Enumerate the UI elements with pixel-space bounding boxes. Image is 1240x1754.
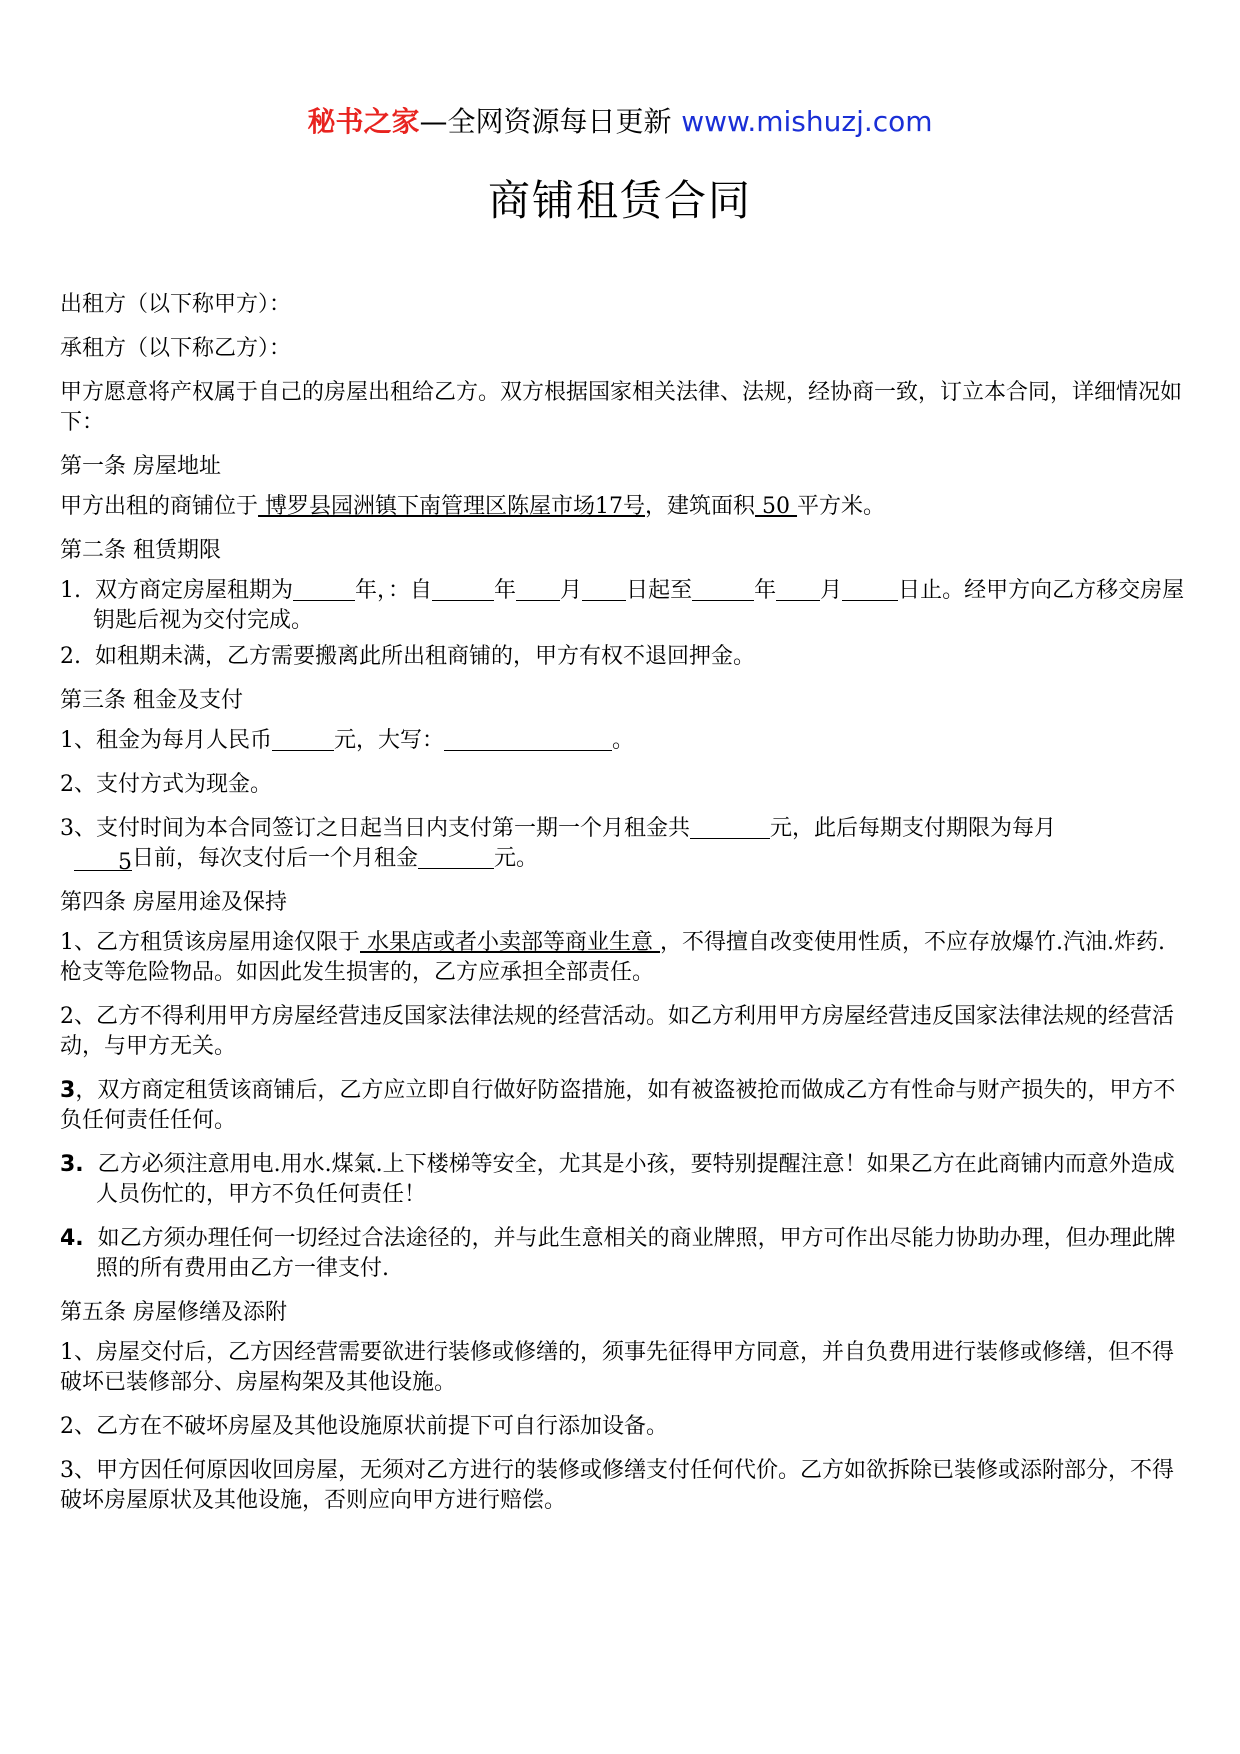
article-3-item-1 [60, 726, 1185, 756]
rent-text: 。 [612, 728, 635, 753]
article-2-item-1 [60, 576, 1185, 636]
term-text: 年，：自 [355, 578, 433, 603]
article-4-heading: 第四条 房屋用途及保持 [60, 890, 287, 915]
lessor-line: 出租方（以下称甲方）： [60, 292, 292, 317]
term-text: 月 [560, 578, 583, 603]
article-5-item-3: 3、甲方因任何原因收回房屋，无须对乙方进行的装修或修缮支付任何代价。乙方如欲拆除已装修或添附部分，不得破坏房屋原状及其他设施，否则应向甲方进行赔偿。 [60, 1458, 1175, 1513]
address-prefix: 甲方出租的商铺位于 [60, 494, 259, 519]
address-value: 博罗县园洲镇下南管理区陈屋市场17号 [258, 494, 646, 519]
area-value: 50 [755, 494, 798, 519]
item-number: 3 [60, 1078, 76, 1103]
use-text: ，不得擅自改变使用性质，不应存放爆竹.汽油.炸药.枪支等危险物品。如因此发生损害的，乙方应承担全部责任。 [60, 930, 1165, 985]
article-1-address [60, 492, 1185, 522]
theft-clause: ，双方商定租赁该商铺后，乙方应立即自行做好防盗措施，如有被盗被抢而做成乙方有性命与财产损失的，甲方不负任何责任任何。 [60, 1078, 1176, 1133]
safety-clause: 乙方必须注意用电.用水.煤氣.上下楼梯等安全，尤其是小孩，要特别提醒注意！如果乙方在此商铺内而意外造成人员伤忙的，甲方不负任何责任！ [96, 1152, 1175, 1207]
payment-text: 元。 [494, 846, 539, 871]
area-prefix: ，建筑面积 [645, 494, 756, 519]
payment-day-value: 5 [74, 848, 132, 871]
article-5-item-2: 2、乙方在不破坏房屋及其他设施原状前提下可自行添加设备。 [60, 1414, 668, 1439]
article-2-heading: 第二条 租赁期限 [60, 538, 221, 563]
item-number: 3. [60, 1152, 84, 1177]
brand-name: 秘书之家 [307, 105, 420, 138]
end-year-blank [692, 578, 754, 601]
end-month-blank [776, 578, 820, 601]
term-text: 月 [820, 578, 843, 603]
article-4-item-1 [60, 928, 1185, 988]
article-2-item-2 [60, 642, 1185, 672]
item-number: 2. [60, 644, 81, 669]
article-4-item-3 [60, 1076, 1185, 1136]
rent-amount-blank [272, 728, 334, 751]
article-4-item-2: 2、乙方不得利用甲方房屋经营违反国家法律法规的经营活动。如乙方利用甲方房屋经营违反国家法律法规的经营活动，与甲方无关。 [60, 1004, 1175, 1059]
use-value: 水果店或者小卖部等商业生意 [360, 930, 660, 955]
start-month-blank [516, 578, 560, 601]
term-text: 日起至 [626, 578, 693, 603]
contract-body [60, 290, 1185, 1530]
deposit-clause: 如租期未满，乙方需要搬离此所出租商铺的，甲方有权不退回押金。 [95, 644, 756, 669]
banner-slogan: —全网资源每日更新 [419, 105, 672, 138]
term-text: 年 [494, 578, 517, 603]
item-number: 1. [60, 578, 81, 603]
document-title: 商铺租赁合同 [487, 176, 752, 225]
article-5-item-1: 1、房屋交付后，乙方因经营需要欲进行装修或修缮的，须事先征得甲方同意，并自负费用进行装修或修缮，但不得破坏已装修部分、房屋构架及其他设施。 [60, 1340, 1175, 1395]
item-number: 4. [60, 1226, 84, 1251]
payment-text: 日前，每次支付后一个月租金 [132, 846, 419, 871]
article-3-item-2: 2、支付方式为现金。 [60, 772, 272, 797]
rent-text: 元，大写： [334, 728, 445, 753]
use-text: 1、乙方租赁该房屋用途仅限于 [60, 930, 360, 955]
term-text: 日止。经甲方向乙方移交房屋钥匙后视为交付完成。 [93, 578, 1185, 633]
payment-text: 3、支付时间为本合同签订之日起当日内支付第一期一个月租金共 [60, 816, 690, 841]
article-3-heading: 第三条 租金及支付 [60, 688, 243, 713]
end-day-blank [842, 578, 898, 601]
article-4-item-4 [60, 1150, 1185, 1210]
license-clause: 如乙方须办理任何一切经过合法途径的，并与此生意相关的商业牌照，甲方可作出尽能力协助办理，但办理此牌照的所有费用由乙方一律支付. [96, 1226, 1176, 1281]
article-1-heading: 第一条 房屋地址 [60, 454, 221, 479]
rent-text: 1、租金为每月人民币 [60, 728, 272, 753]
intro-paragraph: 甲方愿意将产权属于自己的房屋出租给乙方。双方根据国家相关法律、法规，经协商一致，订立本合同，详细情况如下： [60, 380, 1183, 435]
site-banner [0, 100, 1240, 140]
area-suffix: 平方米。 [797, 494, 886, 519]
monthly-rent-blank [418, 846, 494, 869]
term-text: 双方商定房屋租期为 [95, 578, 294, 603]
article-3-item-3 [60, 814, 1185, 874]
lessee-line: 承租方（以下称乙方）： [60, 336, 292, 361]
start-day-blank [582, 578, 626, 601]
start-year-blank [432, 578, 494, 601]
term-text: 年 [754, 578, 777, 603]
term-years-blank [293, 578, 355, 601]
payment-text: 元，此后每期支付期限为每月 [770, 816, 1057, 841]
article-4-item-5 [60, 1224, 1185, 1284]
first-payment-blank [690, 816, 770, 839]
rent-uppercase-blank [444, 728, 612, 751]
article-5-heading: 第五条 房屋修缮及添附 [60, 1300, 287, 1325]
site-url-link[interactable]: www.mishuzj.com [681, 105, 933, 138]
